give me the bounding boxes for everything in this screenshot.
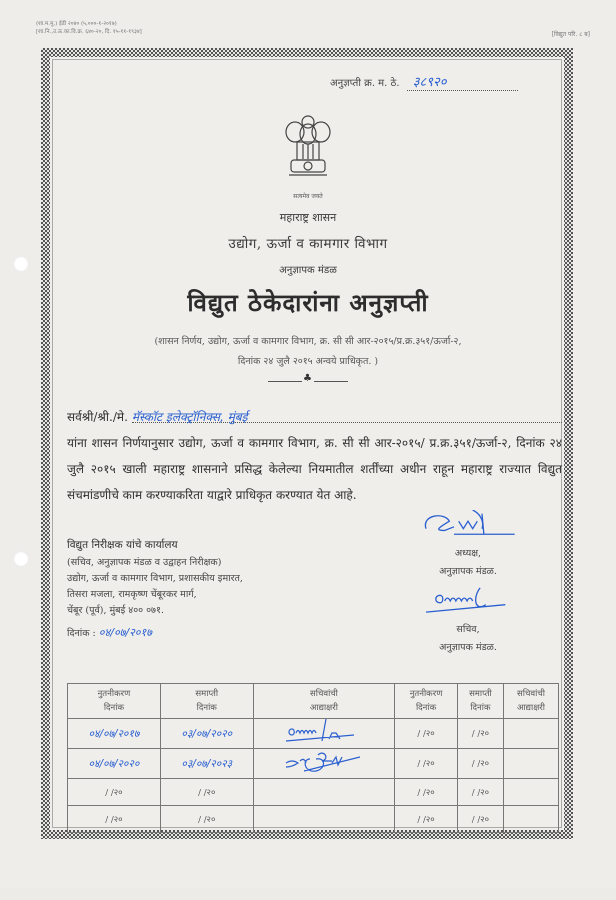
print-meta (36, 20, 142, 36)
issue-date-label: दिनांक : (67, 628, 96, 639)
addressee-name: मॅस्कॉट इलेक्ट्रॉनिक्स, मुंबई (132, 404, 562, 423)
license-number-value: ३८९२० (407, 72, 518, 91)
expiry-date: / /२० (457, 749, 503, 779)
office-line: चेंबूर (पूर्व), मुंबई ४०० ०७१. (67, 605, 164, 616)
column-header: सचिवांची आद्याक्षरी (253, 684, 395, 719)
initials-signature (284, 719, 364, 745)
office-line: उद्योग, ऊर्जा व कामगार विभाग, प्रशासकीय इमारत, (67, 573, 243, 584)
renewal-date: / /२० (68, 806, 161, 833)
license-number-label: अनुज्ञप्ती क्र. म. ठे. (330, 78, 400, 89)
expiry-date: ०३/०७/२०२३ (160, 749, 253, 779)
emblem-motto: सत्यमेव जयते (293, 193, 323, 200)
secretary-initials (503, 806, 558, 833)
initials-signature (284, 749, 364, 775)
license-body (67, 404, 562, 508)
form-code: [विद्युत परि. ८ ब] (551, 31, 590, 38)
secretary-initials (503, 719, 558, 749)
table-row (68, 806, 559, 833)
print-meta-line: (शा.म.मु.) ईडी २०४० (५,०००-१-२०१७) (36, 21, 117, 27)
expiry-date: / /२० (160, 779, 253, 806)
renewal-table (67, 683, 559, 833)
expiry-date: / /२० (160, 806, 253, 833)
column-header: समाप्ती दिनांक (457, 684, 503, 719)
issue-date (67, 625, 327, 642)
expiry-date: ०३/०७/२०२० (160, 719, 253, 749)
chairman-signature-block (408, 510, 528, 581)
renewal-date: / /२० (395, 779, 458, 806)
table-header-row (68, 684, 559, 719)
office-line: (सचिव, अनुज्ञापक मंडळ व उद्वाहन निरीक्षक) (67, 557, 222, 568)
board-name: अनुज्ञापक मंडळ (279, 265, 337, 276)
table-row (68, 779, 559, 806)
secretary-board: अनुज्ञापक मंडळ. (439, 642, 497, 653)
office-title: विद्युत निरीक्षक यांचे कार्यालय (67, 539, 178, 551)
renewal-date: / /२० (395, 749, 458, 779)
renewal-date: ०४/०७/२०२० (68, 749, 161, 779)
punch-hole (13, 551, 29, 567)
government-name: महाराष्ट्र शासन (279, 211, 337, 224)
chairman-title: अध्यक्ष, (454, 548, 482, 559)
authority-line: (शासन निर्णय, उद्योग, ऊर्जा व कामगार विभाग, क्र. सी सी आर-२०१५/प्र.क्र.३५१/ऊर्जा-२, (154, 336, 462, 347)
department-name: उद्योग, ऊर्जा व कामगार विभाग (228, 236, 388, 252)
page-title: विद्युत ठेकेदारांना अनुज्ञप्ती (187, 288, 429, 317)
club-icon: ♣ (303, 373, 312, 384)
secretary-initials (253, 719, 395, 749)
office-address (67, 537, 327, 642)
secretary-initials (253, 749, 395, 779)
secretary-title: सचिव, (456, 624, 480, 635)
column-header: सचिवांची आद्याक्षरी (503, 684, 558, 719)
addressee-line (67, 404, 562, 430)
expiry-date: / /२० (457, 806, 503, 833)
expiry-date: / /२० (457, 719, 503, 749)
secretary-signature-block (408, 586, 528, 657)
column-header: नुतनीकरण दिनांक (68, 684, 161, 719)
addressee-label: सर्वश्री/श्री./मे. (67, 410, 128, 424)
renewal-date: / /२० (395, 719, 458, 749)
office-line: तिसरा मजला, रामकृष्ण चेंबूरकर मार्ग, (67, 589, 197, 600)
chairman-board: अनुज्ञापक मंडळ. (439, 566, 497, 577)
column-header: नुतनीकरण दिनांक (395, 684, 458, 719)
license-paragraph: यांना शासन निर्णयानुसार उद्योग, ऊर्जा व कामगार विभाग, क्र. सी सी आर-२०१५/ प्र.क्र.३५१/ऊर्जा-२, दिनांक २४ जुलै २०१५ खाली महाराष्ट्र शासनाने प्रसिद्ध केलेल्या नियमातील शर्तींच्या अधीन राहून महाराष्ट्र राज्यात विद्युत संचमांडणीचे काम करण्याकरिता याद्वारे प्राधिकृत करण्यात येत आहे. (67, 436, 562, 502)
license-number (330, 72, 518, 91)
ornament-divider (268, 373, 348, 386)
column-header: समाप्ती दिनांक (160, 684, 253, 719)
issue-date-value: ०४/०७/२०१७ (98, 626, 152, 639)
secretary-initials (253, 806, 395, 833)
print-meta-line: [शा.नि.,उ.ऊ.का.वि.क्र. ६४०-२०, दि. १५-११-१९३४] (36, 29, 142, 35)
chairman-signature (413, 510, 523, 538)
table-row (68, 719, 559, 749)
secretary-initials (253, 779, 395, 806)
renewal-date: / /२० (395, 806, 458, 833)
secretary-initials (503, 749, 558, 779)
renewal-date: / /२० (68, 779, 161, 806)
authority-note (0, 332, 616, 372)
expiry-date: / /२० (457, 779, 503, 806)
renewal-date: ०४/०७/२०१७ (68, 719, 161, 749)
table-row (68, 749, 559, 779)
authority-line: दिनांक २४ जुलै २०१५ अन्वये प्राधिकृत. ) (237, 356, 379, 367)
ashoka-emblem-icon (283, 112, 333, 180)
secretary-signature (413, 586, 523, 614)
secretary-initials (503, 779, 558, 806)
